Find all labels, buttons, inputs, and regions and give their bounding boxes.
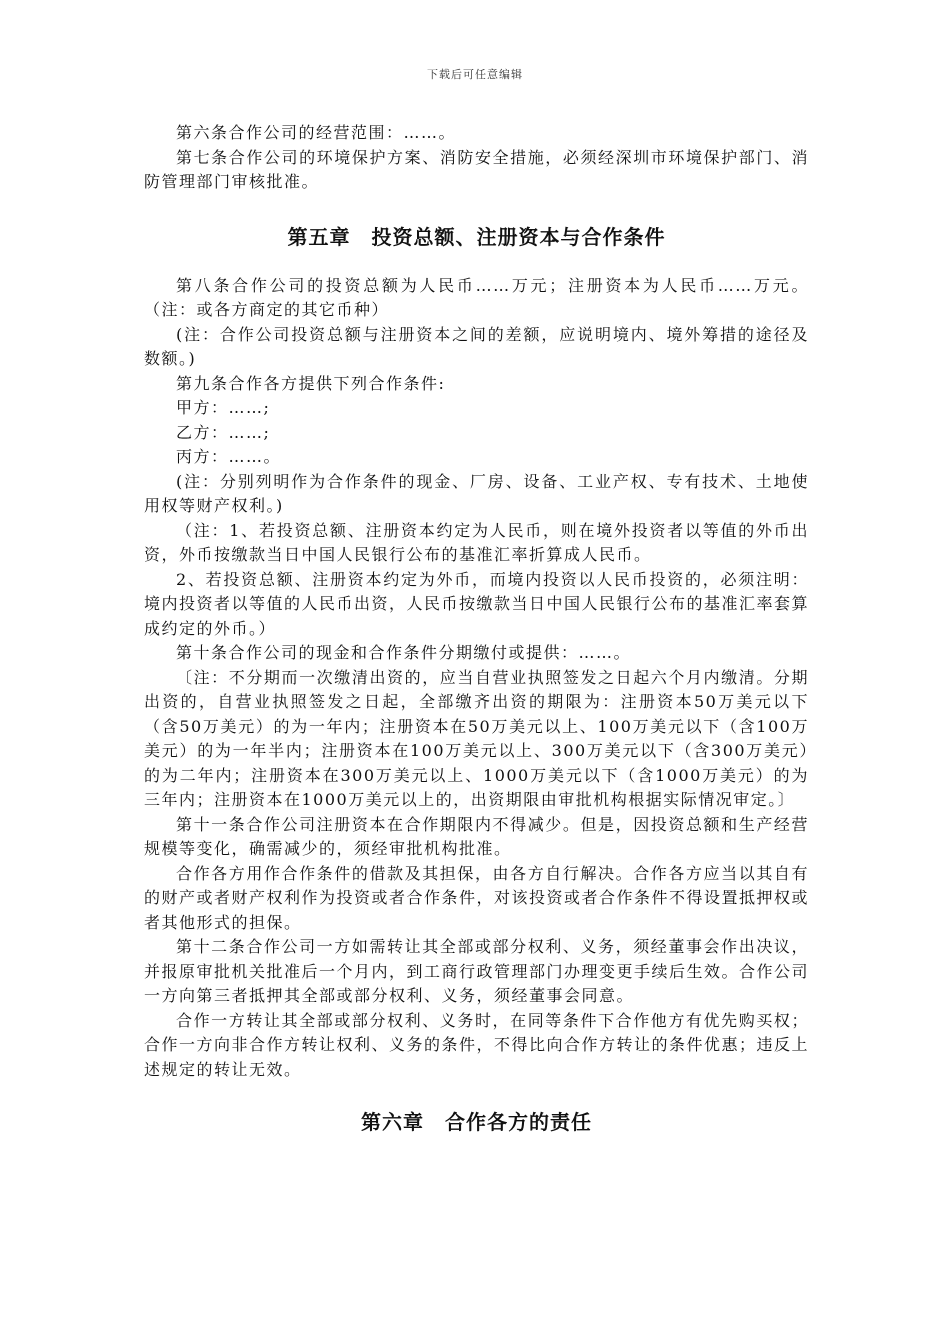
paragraph-loans: 合作各方用作合作条件的借款及其担保，由各方自行解决。合作各方应当以其自有的财产或者财产权利作为投资或者合作条件，对该投资或者合作条件不得设置抵押权或者其他形式的担保。 (144, 863, 810, 932)
party-b: 乙方：……; (176, 422, 271, 442)
article-8: 第八条合作公司的投资总额为人民币……万元；注册资本为人民币……万元。（注：或各方商定的其它币种） (144, 275, 809, 319)
chapter-5-heading: 第五章 投资总额、注册资本与合作条件 (287, 224, 666, 249)
note-investment-difference: (注：合作公司投资总额与注册资本之间的差额，应说明境内、境外筹措的途径及数额。) (144, 324, 809, 368)
page-header: 下载后可任意编辑 (427, 68, 523, 81)
document-body (144, 121, 809, 1135)
note-cooperation-conditions: (注：分别列明作为合作条件的现金、厂房、设备、工业产权、专有技术、土地使用权等财产权利。) (144, 471, 809, 515)
article-9: 第九条合作各方提供下列合作条件: (176, 373, 446, 393)
party-a: 甲方：……; (176, 398, 271, 417)
note-currency-foreign: 2、若投资总额、注册资本约定为外币，而境内投资以人民币投资的，必须注明：境内投资者以等值的人民币出资，人民币按缴款当日中国人民银行公布的基准汇率套算成约定的外币。） (144, 569, 810, 638)
article-10: 第十条合作公司的现金和合作条件分期缴付或提供：……。 (176, 643, 632, 662)
chapter-6-heading: 第六章 合作各方的责任 (361, 1110, 592, 1134)
article-12: 第十二条合作公司一方如需转让其全部或部分权利、义务，须经董事会作出决议，并报原审批机关批准后一个月内，到工商行政管理部门办理变更手续后生效。合作公司一方向第三者抵押其全部或部分权利、义务，须经董事会同意。 (144, 937, 810, 1005)
note-payment-schedule: 〔注：不分期而一次缴清出资的，应当自营业执照签发之日起六个月内缴清。分期出资的，自营业执照签发之日起，全部缴齐出资的期限为：注册资本50万美元以下（含50万美元）的为一年内；注册资本在50万美元以上、100万美元以下（含100万美元）的为一年半内；注册资本在100万美元以上、300万美元以下（含300万美元）的为二年内；注册资本在300万美元以上、1000万美元以下（含1000万美元）的为三年内；注册资本在1000万美元以上的，出资期限由审批机构根据实际情况审定。〕 (144, 667, 809, 809)
note-currency-rmb: （注：1、若投资总额、注册资本约定为人民币，则在境外投资者以等值的外币出资，外币按缴款当日中国人民银行公布的基准汇率折算成人民币。 (144, 520, 809, 564)
party-c: 丙方：……。 (176, 447, 282, 466)
article-7: 第七条合作公司的环境保护方案、消防安全措施，必须经深圳市环境保护部门、消防管理部门审核批准。 (144, 147, 809, 191)
article-11: 第十一条合作公司注册资本在合作期限内不得减少。但是，因投资总额和生产经营规模等变化，确需减少的，须经审批机构批准。 (144, 814, 809, 858)
article-6: 第六条合作公司的经营范围：……。 (176, 123, 457, 142)
paragraph-transfer: 合作一方转让其全部或部分权利、义务时，在同等条件下合作他方有优先购买权；合作一方向非合作方转让权利、义务的条件，不得比向合作方转让的条件优惠；违反上述规定的转让无效。 (144, 1010, 810, 1079)
